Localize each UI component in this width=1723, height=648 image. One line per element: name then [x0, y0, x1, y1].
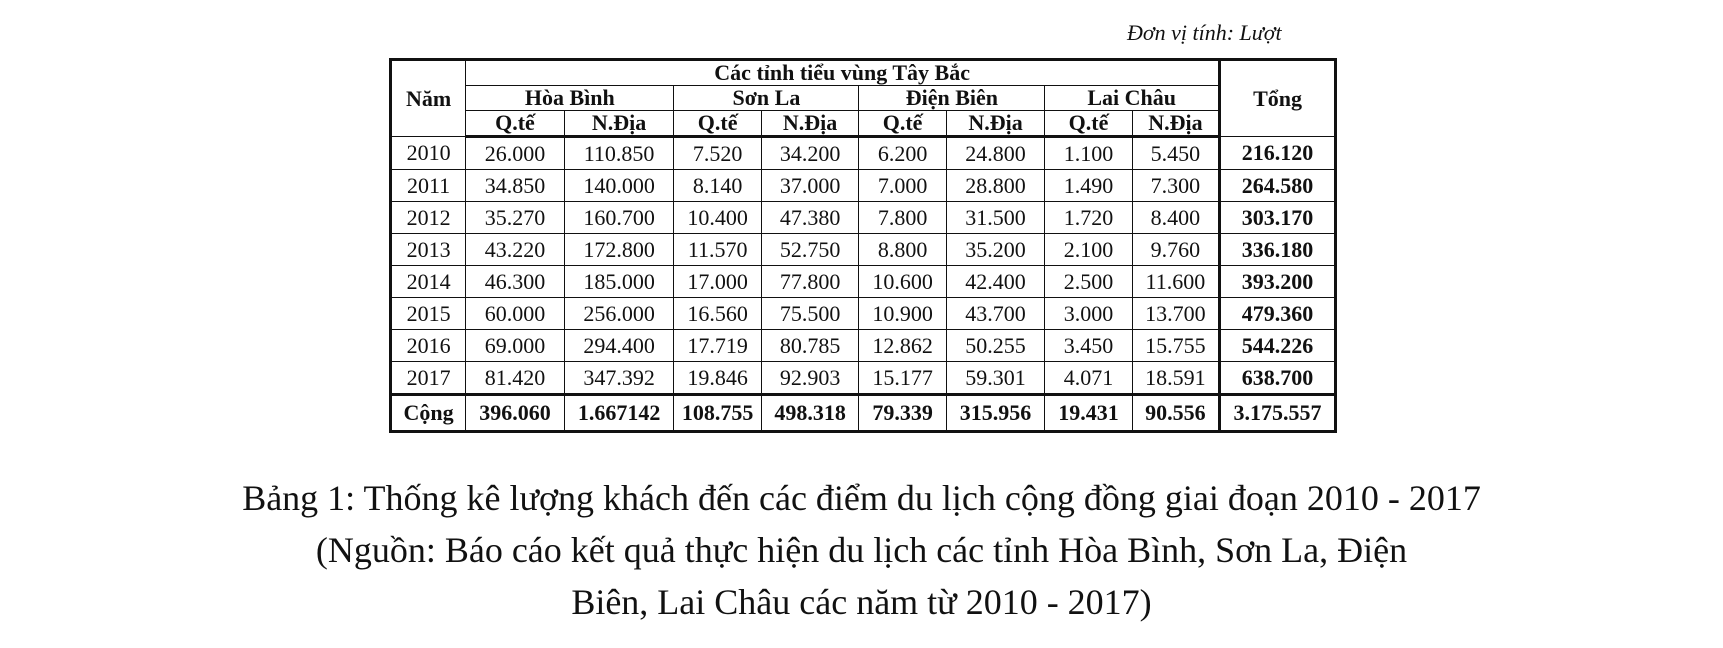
- value-cell: 15.755: [1132, 330, 1219, 362]
- value-cell: 6.200: [859, 137, 946, 170]
- value-cell: 2.500: [1045, 266, 1132, 298]
- value-cell: 15.177: [859, 362, 946, 395]
- value-cell: 13.700: [1132, 298, 1219, 330]
- total-cell: 479.360: [1220, 298, 1336, 330]
- grand-total-cell: 3.175.557: [1220, 395, 1336, 432]
- value-cell: 35.270: [466, 202, 565, 234]
- value-cell: 60.000: [466, 298, 565, 330]
- table-row: [391, 330, 1336, 362]
- value-cell: 1.100: [1045, 137, 1132, 170]
- value-cell: 17.000: [674, 266, 761, 298]
- value-cell: 10.900: [859, 298, 946, 330]
- sum-cell: 79.339: [859, 395, 946, 432]
- table-row: [391, 266, 1336, 298]
- value-cell: 256.000: [564, 298, 674, 330]
- value-cell: 3.000: [1045, 298, 1132, 330]
- source-note-line-1: (Nguồn: Báo cáo kết quả thực hiện du lịch các tỉnh Hòa Bình, Sơn La, Điện: [315, 530, 1408, 570]
- value-cell: 26.000: [466, 137, 565, 170]
- sum-label-cell: Cộng: [391, 395, 466, 432]
- sum-cell: 1.667142: [564, 395, 674, 432]
- sum-cell: 108.755: [674, 395, 761, 432]
- value-cell: 7.300: [1132, 170, 1219, 202]
- total-cell: 303.170: [1220, 202, 1336, 234]
- sum-cell: 90.556: [1132, 395, 1219, 432]
- value-cell: 17.719: [674, 330, 761, 362]
- value-cell: 7.520: [674, 137, 761, 170]
- value-cell: 7.800: [859, 202, 946, 234]
- province-header: Điện Biên: [859, 86, 1045, 111]
- table-row: [391, 362, 1336, 395]
- value-cell: 50.255: [946, 330, 1045, 362]
- value-cell: 8.800: [859, 234, 946, 266]
- value-cell: 52.750: [761, 234, 859, 266]
- value-cell: 347.392: [564, 362, 674, 395]
- value-cell: 80.785: [761, 330, 859, 362]
- year-cell: 2014: [391, 266, 466, 298]
- total-cell: 393.200: [1220, 266, 1336, 298]
- value-cell: 1.490: [1045, 170, 1132, 202]
- table-row: [391, 137, 1336, 170]
- international-header: Q.tế: [466, 111, 565, 137]
- sum-cell: 19.431: [1045, 395, 1132, 432]
- value-cell: 11.570: [674, 234, 761, 266]
- province-header: Hòa Bình: [466, 86, 674, 111]
- value-cell: 43.700: [946, 298, 1045, 330]
- value-cell: 3.450: [1045, 330, 1132, 362]
- value-cell: 34.200: [761, 137, 859, 170]
- year-header: Năm: [391, 60, 466, 137]
- table-row: [391, 298, 1336, 330]
- table-body: [391, 137, 1336, 395]
- value-cell: 140.000: [564, 170, 674, 202]
- value-cell: 19.846: [674, 362, 761, 395]
- international-header: Q.tế: [1045, 111, 1132, 137]
- value-cell: 35.200: [946, 234, 1045, 266]
- domestic-header: N.Địa: [564, 111, 674, 137]
- total-cell: 336.180: [1220, 234, 1336, 266]
- value-cell: 43.220: [466, 234, 565, 266]
- value-cell: 92.903: [761, 362, 859, 395]
- table-row: [391, 170, 1336, 202]
- total-cell: 544.226: [1220, 330, 1336, 362]
- value-cell: 110.850: [564, 137, 674, 170]
- value-cell: 59.301: [946, 362, 1045, 395]
- value-cell: 1.720: [1045, 202, 1132, 234]
- value-cell: 10.400: [674, 202, 761, 234]
- value-cell: 11.600: [1132, 266, 1219, 298]
- value-cell: 7.000: [859, 170, 946, 202]
- tourist-statistics-table: [389, 58, 1337, 433]
- value-cell: 160.700: [564, 202, 674, 234]
- value-cell: 8.140: [674, 170, 761, 202]
- value-cell: 42.400: [946, 266, 1045, 298]
- domestic-header: N.Địa: [761, 111, 859, 137]
- international-header: Q.tế: [859, 111, 946, 137]
- value-cell: 4.071: [1045, 362, 1132, 395]
- year-cell: 2013: [391, 234, 466, 266]
- year-cell: 2010: [391, 137, 466, 170]
- unit-note: Đơn vị tính: Lượt: [1127, 20, 1282, 45]
- value-cell: 294.400: [564, 330, 674, 362]
- total-cell: 264.580: [1220, 170, 1336, 202]
- year-cell: 2015: [391, 298, 466, 330]
- source-note-line-2: Biên, Lai Châu các năm từ 2010 - 2017): [571, 582, 1152, 622]
- value-cell: 34.850: [466, 170, 565, 202]
- value-cell: 18.591: [1132, 362, 1219, 395]
- year-cell: 2017: [391, 362, 466, 395]
- value-cell: 69.000: [466, 330, 565, 362]
- table-row: [391, 202, 1336, 234]
- total-cell: 216.120: [1220, 137, 1336, 170]
- value-cell: 77.800: [761, 266, 859, 298]
- value-cell: 10.600: [859, 266, 946, 298]
- value-cell: 31.500: [946, 202, 1045, 234]
- value-cell: 75.500: [761, 298, 859, 330]
- region-header: Các tỉnh tiểu vùng Tây Bắc: [466, 60, 1220, 86]
- value-cell: 28.800: [946, 170, 1045, 202]
- total-cell: 638.700: [1220, 362, 1336, 395]
- value-cell: 37.000: [761, 170, 859, 202]
- sum-cell: 498.318: [761, 395, 859, 432]
- value-cell: 24.800: [946, 137, 1045, 170]
- value-cell: 8.400: [1132, 202, 1219, 234]
- value-cell: 2.100: [1045, 234, 1132, 266]
- year-cell: 2012: [391, 202, 466, 234]
- province-header: Lai Châu: [1045, 86, 1220, 111]
- table-caption: Bảng 1: Thống kê lượng khách đến các điểm du lịch cộng đồng giai đoạn 2010 - 2017: [242, 478, 1481, 518]
- value-cell: 46.300: [466, 266, 565, 298]
- total-header: Tổng: [1220, 60, 1336, 137]
- value-cell: 12.862: [859, 330, 946, 362]
- value-cell: 47.380: [761, 202, 859, 234]
- sum-cell: 396.060: [466, 395, 565, 432]
- table-row: [391, 234, 1336, 266]
- year-cell: 2016: [391, 330, 466, 362]
- year-cell: 2011: [391, 170, 466, 202]
- value-cell: 81.420: [466, 362, 565, 395]
- value-cell: 172.800: [564, 234, 674, 266]
- value-cell: 16.560: [674, 298, 761, 330]
- value-cell: 185.000: [564, 266, 674, 298]
- sum-cell: 315.956: [946, 395, 1045, 432]
- international-header: Q.tế: [674, 111, 761, 137]
- domestic-header: N.Địa: [1132, 111, 1219, 137]
- table-footer-row: [391, 395, 1336, 432]
- province-header: Sơn La: [674, 86, 859, 111]
- value-cell: 9.760: [1132, 234, 1219, 266]
- domestic-header: N.Địa: [946, 111, 1045, 137]
- value-cell: 5.450: [1132, 137, 1219, 170]
